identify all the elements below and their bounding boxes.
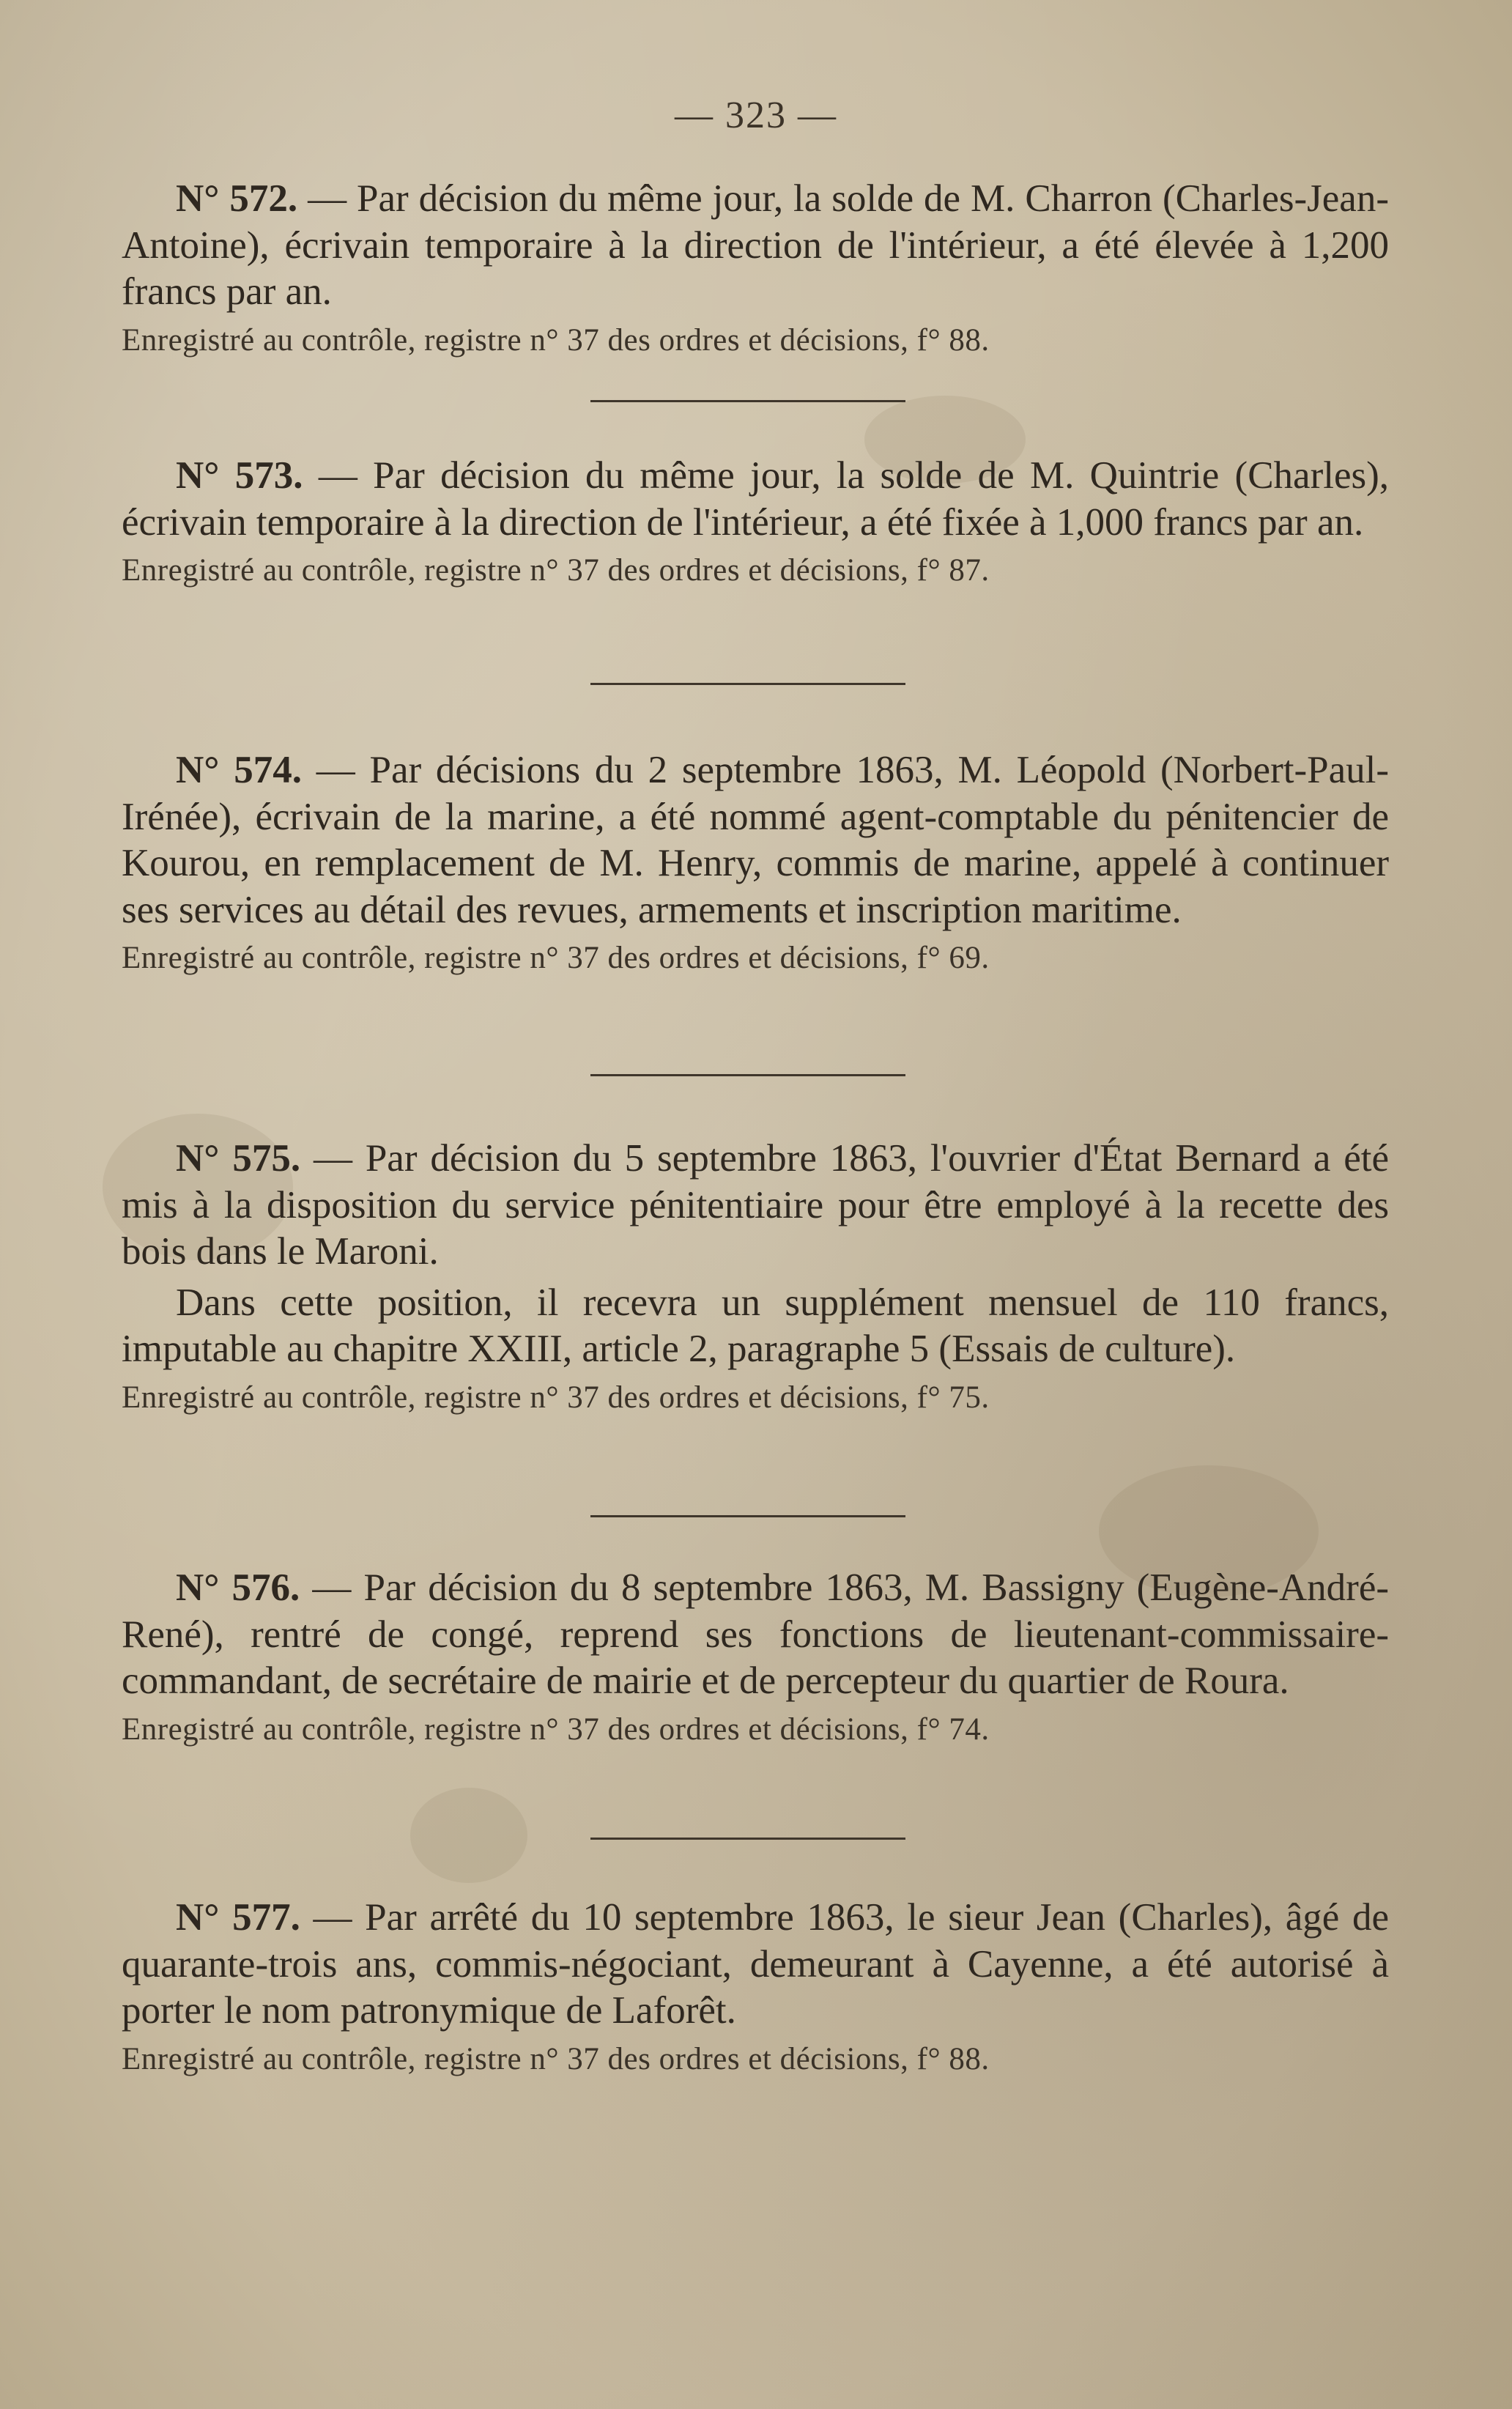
registration-note: Enregistré au contrôle, registre n° 37 des ordres et décisions, f° 87. <box>122 553 990 588</box>
entry-number: N° 572. <box>176 177 298 220</box>
entry-575 <box>122 1136 1389 1418</box>
entry-body: — Par décision du même jour, la solde de M. Quintrie (Charles), écrivain temporaire à la direction de l'intérieur, a été fixée à 1,000 francs par an. <box>122 454 1389 544</box>
entry-572 <box>122 176 1389 361</box>
page-number: — 323 — <box>675 95 837 136</box>
separator-rule <box>590 1074 905 1076</box>
entry-number: N° 575. <box>176 1137 301 1180</box>
entry-text <box>122 176 1389 316</box>
entry-576 <box>122 1565 1389 1750</box>
separator-rule <box>590 1838 905 1840</box>
entry-body: — Par décision du 5 septembre 1863, l'ouvrier d'État Bernard a été mis à la disposition du service pénitentiaire pour être employé à la recette des bois dans le Maroni. <box>122 1137 1389 1273</box>
paper-stain <box>410 1788 527 1883</box>
entry-body: — Par décisions du 2 septembre 1863, M. Léopold (Norbert-Paul-Irénée), écrivain de la marine, a été nommé agent-comptable du pénitencier de Kourou, en remplacement de M. Henry, commis de marine, appelé à continuer ses services au détail des revues, armements et inscription maritime. <box>122 749 1389 931</box>
entry-573 <box>122 453 1389 591</box>
entry-body: — Par décision du 8 septembre 1863, M. Bassigny (Eugène-André-René), rentré de congé, reprend ses fonctions de lieutenant-commissaire-commandant, de secrétaire de mairie et de percepteur du quartier de Roura. <box>122 1566 1389 1702</box>
registration-note: Enregistré au contrôle, registre n° 37 des ordres et décisions, f° 69. <box>122 941 990 975</box>
entry-text-continued: Dans cette position, il recevra un supplément mensuel de 110 francs, imputable au chapitre XXIII, article 2, paragraphe 5 (Essais de culture). <box>122 1281 1389 1370</box>
registration-note: Enregistré au contrôle, registre n° 37 des ordres et décisions, f° 88. <box>122 2041 990 2076</box>
entry-number: N° 574. <box>176 749 302 791</box>
entry-574 <box>122 747 1389 979</box>
registration-note: Enregistré au contrôle, registre n° 37 des ordres et décisions, f° 88. <box>122 322 990 358</box>
registration-note: Enregistré au contrôle, registre n° 37 des ordres et décisions, f° 74. <box>122 1712 990 1747</box>
entry-body: — Par arrêté du 10 septembre 1863, le sieur Jean (Charles), âgé de quarante-trois ans, commis-négociant, demeurant à Cayenne, a été autorisé à porter le nom patronymique de Laforêt. <box>122 1896 1389 2032</box>
entry-text <box>122 1895 1389 2035</box>
entry-number: N° 576. <box>176 1566 300 1609</box>
separator-rule <box>590 683 905 685</box>
entry-text <box>122 747 1389 933</box>
entry-text <box>122 1565 1389 1705</box>
separator-rule <box>590 1515 905 1517</box>
entry-number: N° 577. <box>176 1896 300 1939</box>
entry-text <box>122 453 1389 546</box>
entry-577 <box>122 1895 1389 2080</box>
entry-number: N° 573. <box>176 454 303 497</box>
entry-text <box>122 1136 1389 1276</box>
registration-note: Enregistré au contrôle, registre n° 37 des ordres et décisions, f° 75. <box>122 1380 990 1415</box>
separator-rule <box>590 400 905 402</box>
entry-body: — Par décision du même jour, la solde de M. Charron (Charles-Jean-Antoine), écrivain temporaire à la direction de l'intérieur, a été élevée à 1,200 francs par an. <box>122 177 1389 313</box>
